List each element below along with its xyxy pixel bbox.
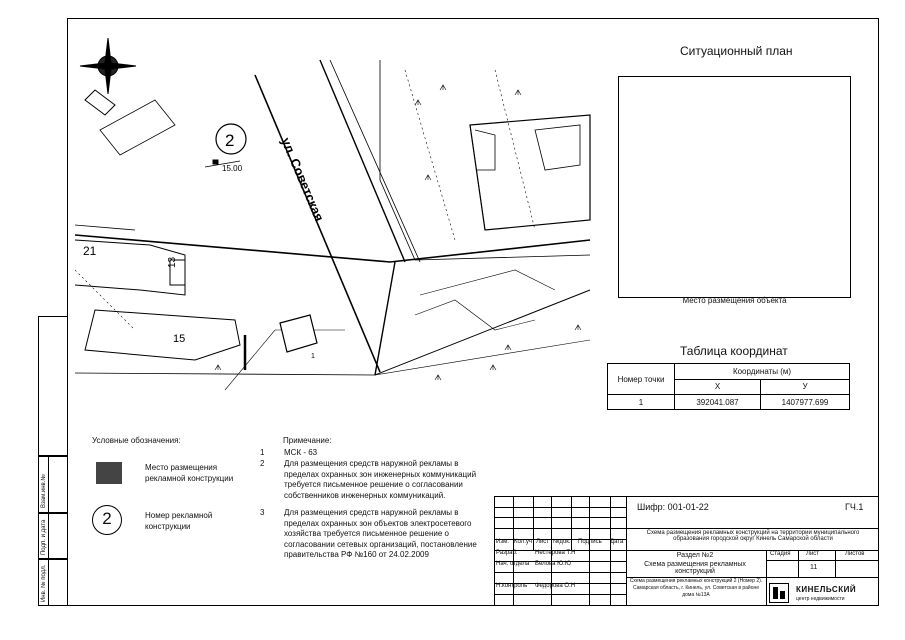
- name-3: Федорова О.Н: [535, 583, 576, 589]
- col-x: X: [675, 379, 761, 395]
- name-2: Белова Ю.Ю: [535, 561, 571, 567]
- role-2: Нач. отдела: [496, 561, 530, 567]
- col-point: Номер точки: [608, 364, 675, 395]
- notes-list: [260, 448, 496, 578]
- side-label-inventory: Инв. № подл.: [41, 564, 47, 602]
- hdr-date: Дата: [610, 539, 624, 545]
- col-sheet: Лист: [806, 551, 820, 557]
- hdr-izm: Изм.: [496, 539, 509, 545]
- legend-item1: Место размещения рекламной конструкции: [145, 463, 234, 483]
- note-num-2: 2: [260, 459, 265, 468]
- hdr-list: Лист: [536, 539, 550, 545]
- point-label: 1: [311, 353, 315, 360]
- sheet-number: 11: [810, 564, 818, 571]
- stamp-sheet-code: ГЧ.1: [845, 502, 864, 512]
- compass-icon: [80, 38, 136, 94]
- coords-table: [607, 363, 850, 410]
- sheet-desc: Схема размещения рекламных конструкций 2 (Номер 2). Самарская область, г. Кинель, ул. Советская в районе дома №13А: [629, 578, 763, 598]
- col-y: У: [761, 379, 850, 395]
- house-15: 15: [173, 333, 186, 345]
- note-num-1: 1: [260, 448, 265, 457]
- legend-title: Условные обозначения:: [92, 436, 181, 445]
- coords-title: Таблица координат: [680, 344, 788, 358]
- section: Раздел №2: [676, 552, 714, 559]
- role-1: Разраб.: [496, 550, 518, 556]
- situation-box: [618, 76, 851, 298]
- company-logo-icon: [769, 583, 789, 603]
- row-y: 1407977.699: [761, 395, 850, 410]
- situation-caption: Место размещения объекта: [682, 296, 787, 305]
- house-21: 21: [83, 244, 97, 258]
- col-stage: Стадия: [770, 551, 791, 557]
- stamp-project: Схема размещения рекламных конструкций на территории муниципального образования городской округ Кинель Самарской области: [646, 530, 860, 542]
- col-sheets: Листов: [845, 551, 865, 557]
- site-map: [75, 30, 595, 400]
- side-box-top: [38, 316, 67, 456]
- legend-item2-symbol: 2: [102, 509, 112, 528]
- side-label-signature: Подп. и дата: [41, 519, 47, 555]
- row-point: 1: [608, 395, 675, 410]
- row-x: 392041.087: [675, 395, 761, 410]
- note-text-1: МСК - 63: [284, 448, 318, 457]
- note-text-2: Для размещения средств наружной рекламы в пределах охранных зон инженерных коммуникаций требуется письменное решение о согласовании собственников инженерных коммуникаций.: [284, 459, 477, 500]
- role-3: Н.контроль: [496, 583, 528, 589]
- hdr-koluch: Кол.уч: [514, 539, 532, 545]
- hdr-sign: Подпись: [578, 539, 602, 545]
- side-label-replace: Взам.инв.№: [41, 474, 47, 508]
- company-sub: центр недвижимости: [796, 596, 845, 602]
- section-name: Схема размещения рекламных конструкций: [644, 561, 746, 575]
- legend-square-icon: [96, 462, 122, 484]
- situation-title: Ситуационный план: [680, 44, 793, 58]
- legend-item2: Номер рекламной конструкции: [145, 511, 213, 531]
- street-label: ул. Советская: [278, 135, 328, 224]
- company-name: КИНЕЛЬСКИЙ: [796, 585, 857, 594]
- stamp-code: Шифр: 001-01-22: [637, 502, 709, 512]
- marker-number: 2: [225, 131, 235, 150]
- name-1: Нестерова Т.Н: [535, 550, 576, 556]
- elev-label: 15.00: [222, 164, 243, 173]
- house-13: 13: [167, 256, 178, 268]
- hdr-ndok: №док.: [553, 539, 571, 545]
- note-num-3: 3: [260, 508, 265, 517]
- col-coords: Координаты (м): [675, 364, 850, 380]
- note-text-3: Для размещения средств наружной рекламы в пределах охранных зон объектов электросетевого хозяйства требуется письменное решение о согласовании сетевых организаций, постановление правительства РФ №160 от 24.02.2009: [284, 508, 477, 559]
- notes-title: Примечание:: [283, 436, 332, 445]
